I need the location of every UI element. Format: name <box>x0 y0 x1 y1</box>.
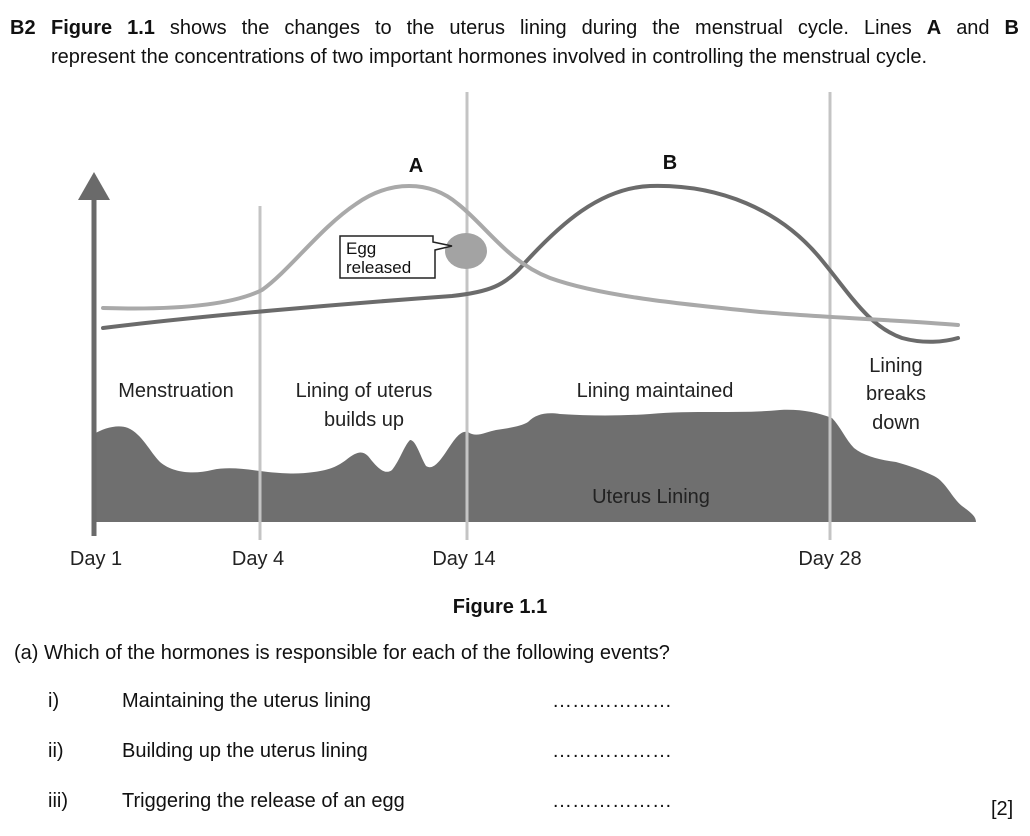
marks-badge: [2] <box>991 798 1014 820</box>
phase-maintained: Lining maintained <box>576 380 734 402</box>
question-number: B2 <box>10 17 36 39</box>
figure-reference: Figure 1.1 <box>51 17 155 39</box>
question-a-text: Which of the hormones is responsible for each of the following events? <box>44 642 670 664</box>
item-2-answer-blank[interactable]: ……………… <box>552 740 672 762</box>
intro-text-a: shows the changes to the uterus lining during the menstrual cycle. Lines <box>154 17 927 39</box>
item-1-answer-blank[interactable]: ……………… <box>552 690 672 712</box>
uterus-lining-shape <box>94 410 976 522</box>
intro-and: and <box>941 17 1005 39</box>
egg-shape <box>445 233 487 269</box>
item-3-answer-blank[interactable]: ……………… <box>552 790 672 812</box>
egg-label-line-1: Egg <box>346 239 377 258</box>
day-4-label: Day 4 <box>231 548 285 570</box>
phase-breaks-down-line-1: Lining <box>869 355 923 377</box>
egg-label-line-2: released <box>346 258 412 277</box>
item-1-number: i) <box>48 690 60 712</box>
uterus-lining-label: Uterus Lining <box>592 486 710 508</box>
question-a-prompt <box>14 642 670 665</box>
phase-menstruation: Menstruation <box>118 380 234 402</box>
y-axis-arrowhead <box>78 172 110 200</box>
question-a-label: (a) <box>14 642 39 664</box>
day-14-label: Day 14 <box>432 548 496 570</box>
hormone-b-ref: B <box>1004 17 1019 39</box>
item-2-text: Building up the uterus lining <box>122 740 368 762</box>
item-3-number: iii) <box>48 790 68 812</box>
item-1-text: Maintaining the uterus lining <box>122 690 372 712</box>
intro-line-2: represent the concentrations of two important hormones involved in controlling the menstrual cycle. <box>51 46 928 68</box>
phase-builds-up-line-1: Lining of uterus <box>295 380 433 402</box>
day-28-label: Day 28 <box>798 548 862 570</box>
phase-breaks-down-line-3: down <box>872 412 920 434</box>
hormone-b-label: B <box>662 152 678 174</box>
hormone-a-ref: A <box>926 17 942 39</box>
phase-breaks-down-line-2: breaks <box>865 383 927 405</box>
hormone-a-label: A <box>408 155 424 177</box>
item-3-text: Triggering the release of an egg <box>122 790 405 812</box>
phase-builds-up-line-2: builds up <box>323 409 405 431</box>
item-2-number: ii) <box>48 740 64 762</box>
day-1-label: Day 1 <box>69 548 123 570</box>
figure-caption: Figure 1.1 <box>452 596 548 618</box>
